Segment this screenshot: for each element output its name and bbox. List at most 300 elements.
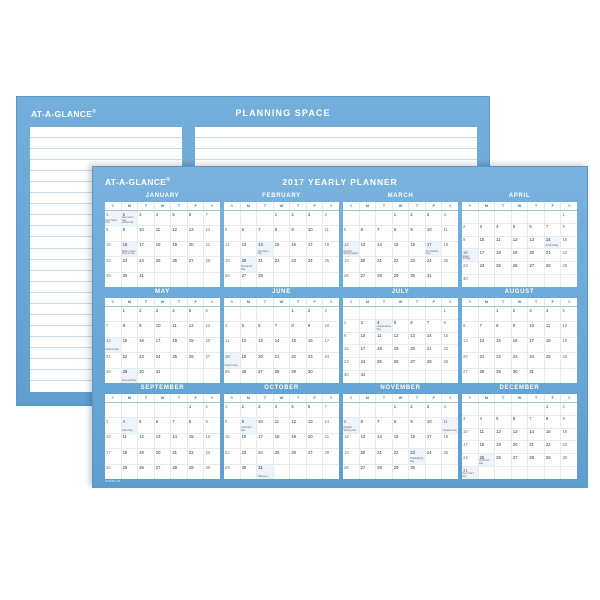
day-cell <box>528 338 545 352</box>
day-cell <box>257 449 274 463</box>
day-cell <box>495 322 512 336</box>
weekday-label: F <box>426 202 443 210</box>
day-cell-empty <box>155 403 172 417</box>
day-cell-empty <box>224 307 241 321</box>
day-cell <box>343 226 360 240</box>
week-row <box>462 275 577 287</box>
day-number: 29 <box>122 369 128 375</box>
day-cell <box>479 416 499 428</box>
day-cell <box>545 403 565 415</box>
day-number: 14 <box>324 418 330 424</box>
week-row <box>105 307 220 322</box>
weekday-label: M <box>360 298 377 306</box>
day-number: 27 <box>529 262 534 268</box>
day-number: 5 <box>225 226 228 232</box>
day-cell <box>409 345 426 357</box>
week-row <box>105 353 220 368</box>
day-cell-empty <box>495 403 512 415</box>
day-number: 19 <box>172 242 177 248</box>
day-number: 24 <box>529 353 534 359</box>
day-cell <box>105 226 122 240</box>
months-grid <box>103 191 579 479</box>
day-number: 24 <box>479 262 485 268</box>
weekday-header-row <box>462 202 577 211</box>
day-number: 16 <box>410 434 415 440</box>
day-number: 9 <box>562 416 565 422</box>
day-number: 5 <box>291 403 294 409</box>
day-number: 14 <box>274 338 280 344</box>
day-number: 30 <box>463 275 468 281</box>
day-cell-empty <box>426 307 446 319</box>
day-cell-empty <box>241 307 258 321</box>
day-cell <box>409 333 426 345</box>
day-cell <box>512 322 529 336</box>
day-cell <box>545 454 562 466</box>
weekday-label: W <box>512 298 529 306</box>
day-cell <box>545 416 565 428</box>
day-number: 2 <box>344 320 347 326</box>
day-cell <box>376 242 393 256</box>
day-number: 8 <box>496 322 499 328</box>
day-number: 17 <box>463 441 468 447</box>
day-number: 16 <box>410 242 415 248</box>
day-cell <box>545 249 562 261</box>
day-cell <box>155 465 172 479</box>
day-cell-empty <box>376 307 393 319</box>
day-cell <box>290 307 307 321</box>
weekday-label: S <box>224 298 241 306</box>
day-cell <box>155 242 172 256</box>
day-number: 25 <box>324 257 330 263</box>
day-cell <box>462 275 479 287</box>
day-number: 8 <box>188 418 192 424</box>
day-cell <box>561 307 577 321</box>
day-number: 11 <box>155 226 161 232</box>
month-grid <box>105 298 220 383</box>
day-number: 25 <box>377 358 382 364</box>
weekday-label: S <box>224 394 241 402</box>
day-number: 11 <box>377 333 382 339</box>
weekday-label: M <box>241 298 258 306</box>
day-cell <box>512 249 529 261</box>
day-cell-empty <box>343 307 360 319</box>
day-cell <box>290 226 307 240</box>
day-cell <box>426 242 443 256</box>
weekday-label: S <box>462 202 479 210</box>
week-row <box>343 345 458 358</box>
day-cell-empty <box>188 369 205 383</box>
ruled-line <box>30 149 182 160</box>
day-number: 15 <box>393 434 399 440</box>
day-cell-empty <box>241 211 258 225</box>
weekday-label: S <box>224 202 241 210</box>
day-cell <box>442 320 458 332</box>
day-number: 6 <box>360 226 363 232</box>
day-number: 8 <box>274 226 278 232</box>
day-cell-empty <box>409 371 426 383</box>
day-cell <box>528 454 545 466</box>
day-cell-empty <box>442 465 458 479</box>
day-number: 27 <box>512 454 518 460</box>
day-cell <box>426 345 443 357</box>
weekday-label: W <box>393 298 410 306</box>
day-number: 30 <box>344 371 349 377</box>
week-row <box>462 429 577 442</box>
day-cell <box>343 242 360 256</box>
day-number: 12 <box>562 322 568 328</box>
holiday-label: St. Patrick's Day <box>426 249 439 256</box>
day-cell <box>545 353 562 367</box>
day-cell <box>376 226 393 240</box>
day-cell <box>561 322 577 336</box>
day-cell <box>274 449 291 463</box>
day-number: 24 <box>463 454 468 460</box>
day-cell <box>462 262 479 274</box>
week-row <box>105 434 220 449</box>
weekday-label: S <box>210 395 214 400</box>
day-cell <box>241 403 261 417</box>
day-number: 2 <box>410 403 413 409</box>
day-cell-empty <box>479 211 496 223</box>
weekday-label: T <box>528 394 545 402</box>
month-grid <box>224 298 339 383</box>
week-row <box>462 224 577 237</box>
day-cell <box>138 465 155 479</box>
day-number: 6 <box>463 322 466 328</box>
week-row <box>224 273 339 287</box>
day-number: 21 <box>377 449 382 455</box>
day-cell <box>171 449 188 463</box>
day-number: 14 <box>205 226 211 232</box>
day-cell <box>155 369 172 383</box>
day-number: 10 <box>360 333 366 339</box>
day-number: 6 <box>241 226 244 232</box>
day-cell-empty <box>495 275 512 287</box>
day-cell <box>360 465 377 479</box>
weekday-label: M <box>360 202 377 210</box>
day-number: 9 <box>241 418 244 424</box>
day-number: 30 <box>205 465 211 471</box>
weekday-label: T <box>257 298 274 306</box>
day-number: 15 <box>562 237 568 243</box>
day-number: 18 <box>545 338 551 344</box>
day-cell <box>442 418 458 432</box>
day-cell <box>224 418 241 432</box>
day-number: 2 <box>410 211 413 217</box>
day-cell <box>561 224 577 236</box>
day-cell <box>393 333 410 345</box>
day-number: 19 <box>512 249 518 255</box>
day-cell <box>426 226 443 240</box>
day-number: 27 <box>360 465 366 471</box>
day-cell-empty <box>224 211 241 225</box>
day-number: 3 <box>463 416 466 422</box>
day-number: 25 <box>545 353 551 359</box>
day-number: 20 <box>360 257 366 263</box>
day-cell <box>343 320 360 332</box>
day-number: 8 <box>443 320 446 326</box>
day-cell <box>257 434 274 448</box>
day-cell <box>323 322 339 336</box>
day-number: 25 <box>274 449 280 455</box>
weekday-label: S <box>448 299 452 304</box>
day-cell <box>360 358 377 370</box>
day-number: 28 <box>545 262 551 268</box>
day-number: 18 <box>274 434 280 440</box>
day-cell-empty <box>393 307 410 319</box>
day-number: 22 <box>122 353 128 359</box>
day-number: 1 <box>562 211 565 217</box>
day-number: 2 <box>562 403 565 409</box>
weekday-label: W <box>155 202 172 210</box>
day-cell-empty <box>495 211 512 223</box>
day-cell <box>561 338 577 352</box>
day-number: 19 <box>291 434 296 440</box>
weekday-label: T <box>376 298 393 306</box>
day-number: 12 <box>393 333 399 339</box>
day-cell <box>426 434 443 448</box>
week-row <box>343 371 458 383</box>
day-number: 15 <box>393 242 399 248</box>
week-row <box>462 262 577 275</box>
day-number: 11 <box>122 434 127 440</box>
day-cell <box>426 257 443 271</box>
day-cell <box>376 449 393 463</box>
weekday-label: S <box>567 299 571 304</box>
weekday-label: M <box>479 202 496 210</box>
week-row <box>105 418 220 433</box>
day-number: 20 <box>463 353 468 359</box>
day-cell <box>409 226 426 240</box>
day-number: 30 <box>410 465 415 471</box>
weekday-header-row <box>343 202 458 211</box>
day-cell <box>343 358 360 370</box>
day-cell <box>323 211 339 225</box>
day-cell <box>442 211 458 225</box>
day-cell <box>512 454 529 466</box>
day-cell <box>462 224 479 236</box>
week-row <box>462 307 577 322</box>
day-number: 7 <box>377 418 380 424</box>
day-number: 14 <box>426 333 432 339</box>
month-name: JUNE <box>272 289 291 295</box>
day-cell-empty <box>323 465 339 479</box>
day-number: 12 <box>496 429 501 435</box>
weekday-label: W <box>155 298 172 306</box>
day-cell <box>462 441 479 453</box>
week-row <box>462 322 577 337</box>
day-cell-empty <box>512 403 529 415</box>
week-row <box>224 418 339 433</box>
day-number: 11 <box>545 322 551 328</box>
week-row <box>105 369 220 383</box>
day-number: 10 <box>426 226 432 232</box>
day-number: 7 <box>426 320 430 326</box>
week-row <box>224 449 339 464</box>
day-number: 30 <box>512 369 518 375</box>
day-cell <box>343 257 360 271</box>
day-number: 19 <box>393 345 399 351</box>
day-number: 21 <box>274 353 280 359</box>
day-cell <box>204 465 220 479</box>
week-row <box>105 273 220 287</box>
day-number: 23 <box>241 449 247 455</box>
day-number: 14 <box>258 242 263 248</box>
day-number: 12 <box>225 242 230 248</box>
day-cell <box>290 434 307 448</box>
day-number: 17 <box>106 449 111 455</box>
day-number: 27 <box>241 273 247 279</box>
day-cell-empty <box>512 467 529 479</box>
day-number: 13 <box>360 242 366 248</box>
day-number: 22 <box>496 353 501 359</box>
day-number: 16 <box>307 338 313 344</box>
day-cell <box>323 338 339 352</box>
day-cell <box>241 418 258 432</box>
day-number: 24 <box>258 449 263 455</box>
day-cell <box>409 358 426 370</box>
day-cell <box>290 338 307 352</box>
day-cell <box>224 226 241 240</box>
day-number: 8 <box>122 322 125 328</box>
day-number: 17 <box>324 338 330 344</box>
day-cell <box>512 441 529 453</box>
day-number: 8 <box>545 416 549 422</box>
weekday-label: T <box>290 394 307 402</box>
day-cell <box>105 322 122 336</box>
holiday-label: Independence Day <box>376 324 392 331</box>
day-number: 16 <box>291 242 296 248</box>
week-row <box>105 403 220 418</box>
day-number: 31 <box>139 273 144 279</box>
weekday-label: S <box>343 298 360 306</box>
day-number: 1 <box>274 211 278 217</box>
day-cell <box>442 257 458 271</box>
day-cell <box>495 224 512 236</box>
weekday-label: S <box>105 298 122 306</box>
weekday-label: F <box>307 298 324 306</box>
day-cell <box>224 403 241 417</box>
day-cell <box>442 449 458 463</box>
day-cell <box>409 211 426 225</box>
day-cell <box>376 320 393 332</box>
weekday-label: T <box>376 202 393 210</box>
day-number: 5 <box>344 418 347 424</box>
day-number: 18 <box>479 441 485 447</box>
day-number: 29 <box>291 369 296 375</box>
month-block-february <box>222 191 341 287</box>
day-cell <box>360 449 377 463</box>
day-cell <box>360 320 380 332</box>
day-number: 1 <box>106 211 109 217</box>
day-cell <box>138 369 155 383</box>
day-cell <box>545 338 562 352</box>
week-row <box>343 242 458 257</box>
day-cell-empty <box>561 467 577 479</box>
day-number: 13 <box>360 434 366 440</box>
holiday-label: Father's Day <box>224 363 238 367</box>
day-number: 9 <box>410 226 413 232</box>
day-number: 11 <box>443 418 448 424</box>
day-number: 28 <box>324 449 330 455</box>
day-number: 23 <box>205 449 211 455</box>
day-number: 20 <box>188 242 194 248</box>
month-name: DECEMBER <box>499 385 540 391</box>
day-cell <box>138 449 155 463</box>
day-cell <box>495 441 512 453</box>
month-grid <box>105 394 220 479</box>
day-number: 7 <box>258 226 261 232</box>
day-number: 15 <box>291 338 296 344</box>
day-cell <box>307 322 324 336</box>
day-cell <box>274 369 291 383</box>
day-number: 16 <box>139 338 144 344</box>
day-cell-empty <box>343 403 360 417</box>
day-cell <box>479 441 496 453</box>
day-number: 26 <box>188 353 194 359</box>
day-cell <box>188 322 205 336</box>
day-cell <box>122 307 142 321</box>
day-cell <box>462 353 479 367</box>
month-name: MARCH <box>387 193 414 199</box>
day-number: 28 <box>479 369 485 375</box>
day-number: 16 <box>241 434 247 440</box>
week-row <box>105 226 220 241</box>
day-number: 10 <box>155 322 161 328</box>
weekday-label: T <box>495 202 512 210</box>
day-cell <box>409 403 426 417</box>
day-cell <box>105 353 122 367</box>
day-cell <box>204 242 220 256</box>
day-cell <box>257 257 274 271</box>
ruled-line <box>195 138 477 149</box>
day-number: 26 <box>496 454 501 460</box>
day-number: 13 <box>155 434 161 440</box>
week-row <box>224 338 339 353</box>
day-cell-empty <box>462 211 479 223</box>
holiday-label: Labor Day <box>122 428 133 432</box>
day-cell <box>224 449 241 463</box>
day-number: 18 <box>122 449 128 455</box>
day-cell <box>138 257 155 271</box>
day-cell <box>528 322 545 336</box>
day-number: 14 <box>172 434 177 440</box>
day-number: 5 <box>393 320 397 326</box>
day-cell <box>138 338 155 352</box>
day-number: 14 <box>106 338 111 344</box>
day-number: 20 <box>512 441 518 447</box>
weekday-label: T <box>290 298 307 306</box>
day-number: 11 <box>172 322 177 328</box>
ruled-line <box>195 149 477 160</box>
day-number: 12 <box>139 434 144 440</box>
day-cell <box>323 449 339 463</box>
day-number: 23 <box>344 358 349 364</box>
day-cell <box>122 465 139 479</box>
weekday-label: W <box>274 298 291 306</box>
day-cell <box>479 322 499 336</box>
day-cell <box>360 371 377 383</box>
day-number: 15 <box>496 338 501 344</box>
day-number: 19 <box>344 449 349 455</box>
week-row <box>343 449 458 464</box>
day-cell <box>479 454 496 466</box>
day-cell <box>393 345 410 357</box>
day-number: 16 <box>205 434 211 440</box>
month-grid <box>343 202 458 287</box>
month-block-march <box>341 191 460 287</box>
weekday-label: M <box>122 298 139 306</box>
